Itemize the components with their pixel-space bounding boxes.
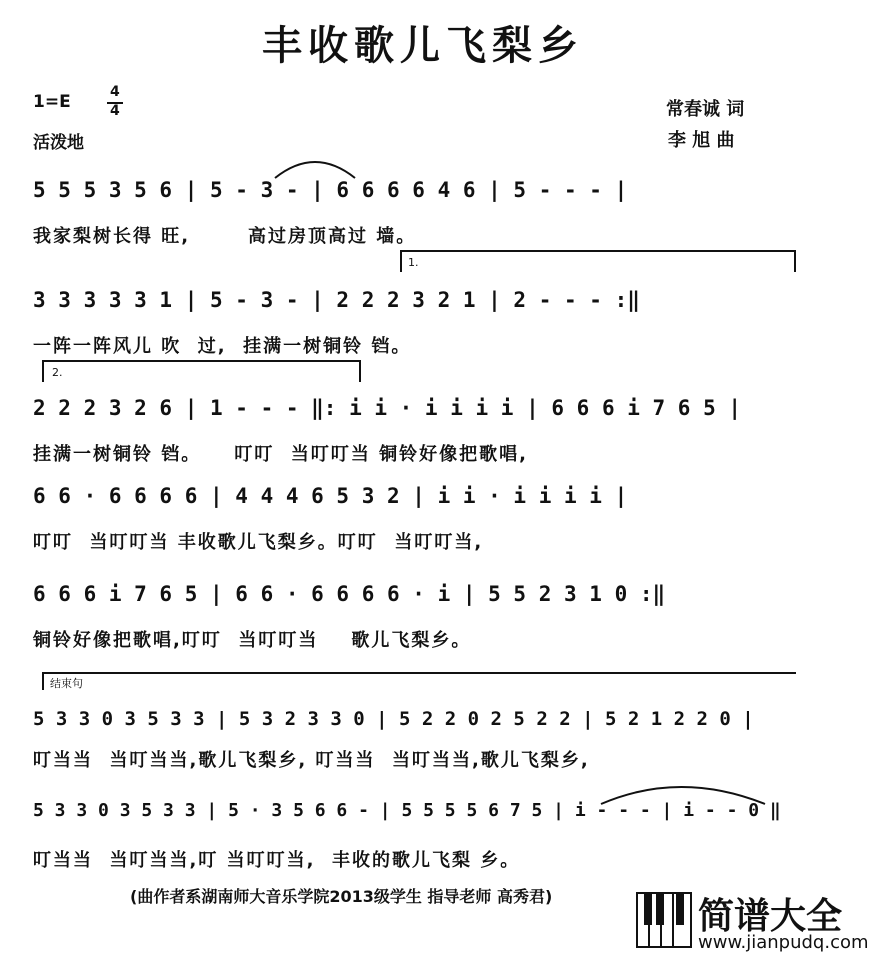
composer-credit: 李 旭 曲 — [668, 130, 735, 151]
tempo-marking: 活泼地 — [33, 133, 84, 153]
lyrics-row-5: 铜铃好像把歌唱,叮叮 当叮叮当 歌儿飞梨乡。 — [33, 630, 472, 651]
notation-row-2: 3 3 3 3 3 1 | 5 - 3 - | 2 2 2 3 2 1 | 2 - - - :‖ — [33, 288, 640, 312]
coda-label: 结束句 — [50, 677, 83, 690]
time-signature-bottom: 4 — [110, 103, 120, 119]
lyrics-row-2: 一阵一阵风儿 吹 过, 挂满一树铜铃 铛。 — [33, 336, 412, 357]
watermark-text: 简谱大全 — [698, 896, 843, 937]
volta-2-end-tick — [359, 360, 361, 382]
coda-bracket — [42, 672, 796, 674]
volta-1-bracket — [400, 250, 795, 252]
notation-row-4: 6 6 · 6 6 6 6 | 4 4 4 6 5 3 2 | i i · i i i i | — [33, 484, 628, 508]
volta-1-start-tick — [400, 250, 402, 272]
volta-2-bracket — [42, 360, 360, 362]
piano-keys-icon — [636, 892, 692, 948]
slur-row-7 — [595, 778, 775, 808]
volta-2-start-tick — [42, 360, 44, 382]
notation-row-1: 5 5 5 3 5 6 | 5 - 3 - | 6 6 6 6 4 6 | 5 - - - | — [33, 178, 628, 202]
lyricist-credit: 常春诚 词 — [666, 99, 745, 120]
coda-start-tick — [42, 672, 44, 690]
notation-row-5: 6 6 6 i 7 6 5 | 6 6 · 6 6 6 6 · i | 5 5 2 3 1 0 :‖ — [33, 582, 666, 606]
lyrics-row-3: 挂满一树铜铃 铛。 叮叮 当叮叮当 铜铃好像把歌唱, — [33, 444, 528, 465]
volta-1-label: 1. — [408, 256, 419, 269]
volta-2-label: 2. — [52, 366, 63, 379]
lyrics-row-7: 叮当当 当叮当当,叮 当叮叮当, 丰收的歌儿飞梨 乡。 — [33, 850, 521, 871]
notation-row-3: 2 2 2 3 2 6 | 1 - - - ‖: i i · i i i i | 6 6 6 i 7 6 5 | — [33, 396, 742, 420]
lyrics-row-4: 叮叮 当叮叮当 丰收歌儿飞梨乡。叮叮 当叮叮当, — [33, 532, 484, 553]
song-title: 丰收歌儿飞梨乡 — [262, 23, 584, 69]
watermark-url: www.jianpudq.com — [698, 932, 869, 953]
volta-1-end-tick — [794, 250, 796, 272]
footer-credit: (曲作者系湖南师大音乐学院2013级学生 指导老师 高秀君) — [130, 887, 553, 906]
notation-row-7: 5 3 3 0 3 5 3 3 | 5 · 3 5 6 6 - | 5 5 5 5 6 7 5 | i - - - | i - - 0 ‖ — [33, 800, 781, 821]
slur-row-1 — [270, 152, 370, 182]
time-signature-top: 4 — [110, 84, 120, 100]
lyrics-row-6: 叮当当 当叮当当,歌儿飞梨乡, 叮当当 当叮当当,歌儿飞梨乡, — [33, 750, 590, 771]
key-signature: 1=E — [33, 92, 71, 112]
lyrics-row-1: 我家梨树长得 旺, 高过房顶高过 墙。 — [33, 226, 417, 247]
notation-row-6: 5 3 3 0 3 5 3 3 | 5 3 2 3 3 0 | 5 2 2 0 2 5 2 2 | 5 2 1 2 2 0 | — [33, 708, 754, 730]
watermark — [632, 888, 869, 958]
